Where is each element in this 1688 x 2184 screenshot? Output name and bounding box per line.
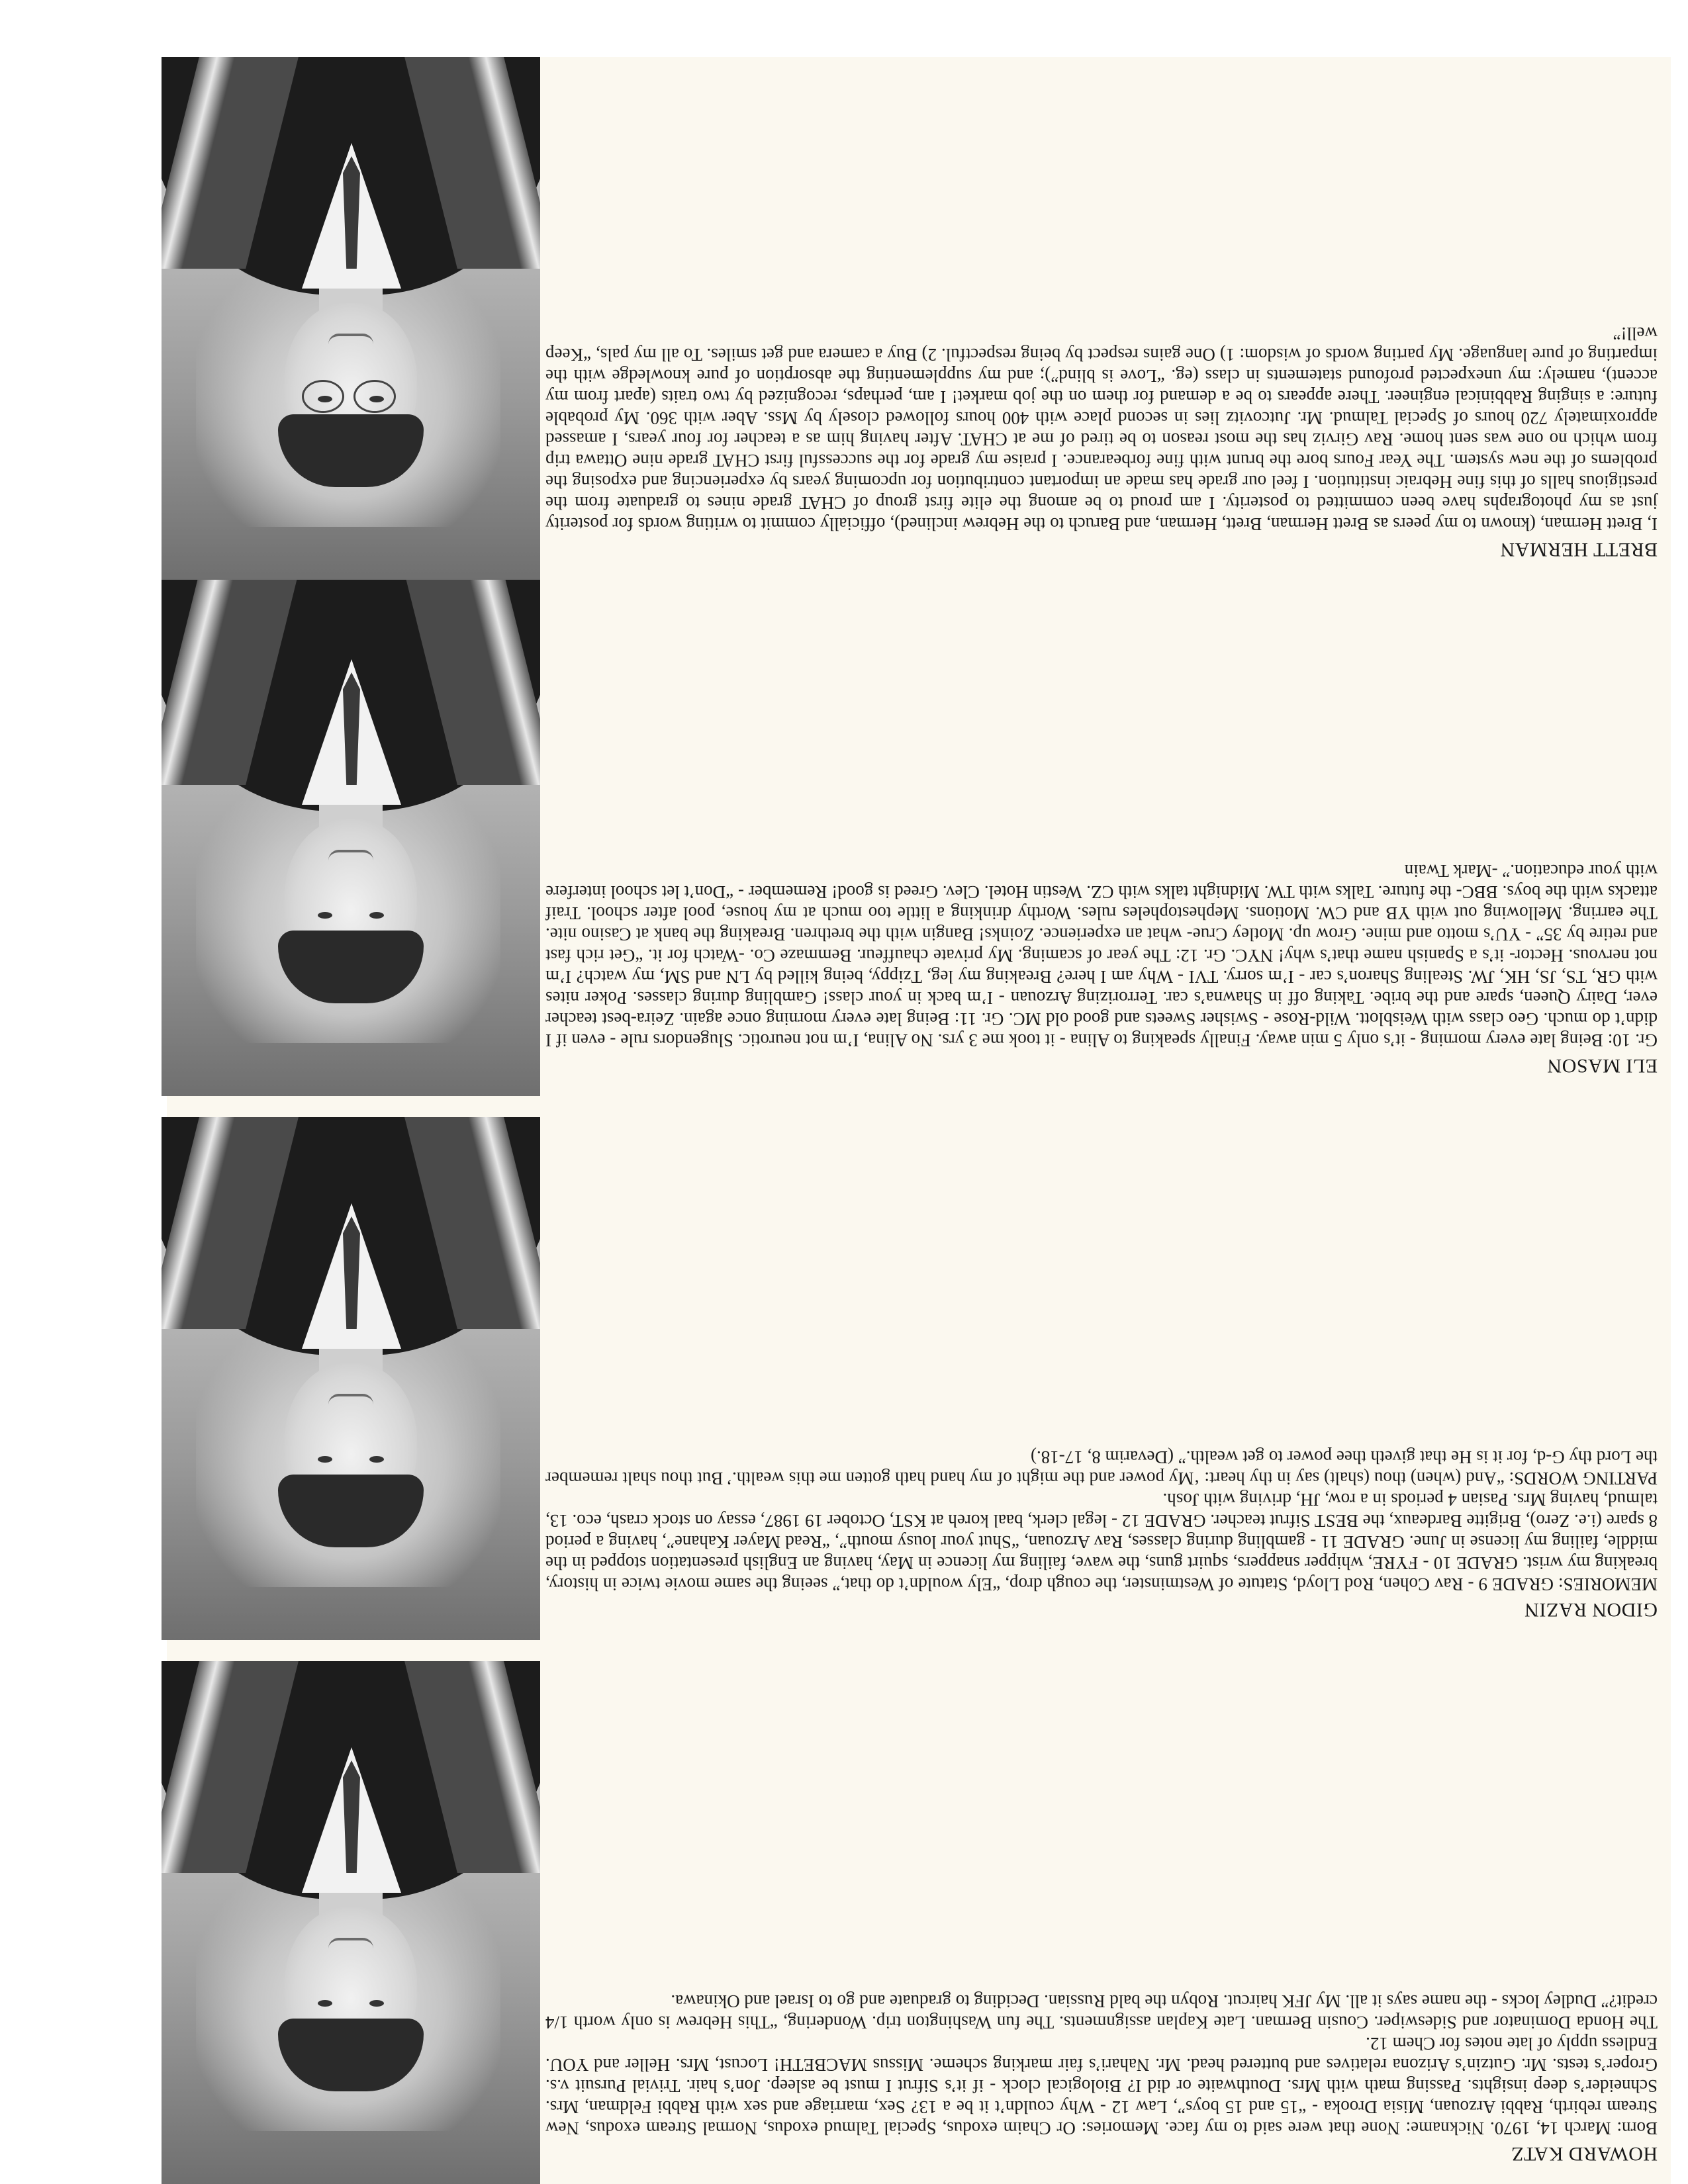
student-name: ELI MASON bbox=[1547, 1055, 1658, 1077]
entry-text bbox=[545, 1991, 1658, 2165]
rotated-page-content bbox=[167, 57, 1671, 2184]
student-name: BRETT HERMAN bbox=[1500, 539, 1658, 561]
graduate-portrait bbox=[162, 1661, 540, 2184]
student-name: HOWARD KATZ bbox=[1511, 2143, 1658, 2165]
graduate-portrait bbox=[162, 57, 540, 580]
entry-text bbox=[545, 860, 1658, 1077]
entry-paragraph: MEMORIES: GRADE 9 - Rav Cohen, Rod Lloyd, Statute of Westminster, the cough drop, “Ely wouldn’t do that,” seeing the same movie twice in history, breaking my wrist. GRADE 10 - FYRE, whipper snappers, squirt guns, the wave, failing my licence in May, having an English presentation stopped in the middle, failing my license in June. GRADE 11 - gambling during classes, Rav Arzouan, “Shut your lousy mouth”, “Read Mayer Kahane”, having a period 8 spare (i.e. Zero), Brigitte Bardeaux, the BEST Sifrut teacher. GRADE 12 - legal clerk, baal koreh at KST, October 19 1987, essay on stock crash, eco. 13, talmud, having Mrs. Pasian 4 periods in a row, JH, driving with Josh. bbox=[545, 1490, 1658, 1594]
entry-paragraph: Gr. 10: Being late every morning - it’s only 5 min away. Finally speaking to Alina - it took me 3 yrs. No Alina, I’m not neurotic. Slugendors rule - even if I didn’t do much. Geo class with Weisblott. Wild-Rose - Swisher Sweets and good old MC. Gr. 11: Being late every morning once again. Zeira-best teacher ever, Dairy Queen, spare and the bribe. Taking off in Shawna’s car. Terrorizing Arzouan - I’m back in your class! Gambling during classes. Poker nites with GR, TS, JS, HK, JW. Stealing Sharon’s car - I’m sorry. TVI - Why am I here? Breaking my leg, Tzippy, being killed by LN and SM, my watch? I’m not nervous. Hector- it’s a Spanish name that’s why! NYC. Gr. 12: The year of scaming. My private chauffeur. Bemmaze Co. -Watch for it. “Get rich fast and retire by 35” - YU’s motto and mine. Grow up. Motley Crue- what an experience. Zoinks! Bangin with the brethren. Breaking the bank at Casino nite. The earring. Mellowing out with YB and CW. Motions. Mephestopheles rules. Worthy drinking a little too much at my house, pool after school. Traif attacks with the boys. BBC- the future. Talks with TW. Midnight talks with CZ. Westin Hotel. Clev. Greed is good! Remember - “Don’t let school interfere with your education.” -Mark Twain bbox=[545, 861, 1658, 1050]
entry-paragraph: I, Brett Herman, (known to my peers as Brett Herman, Brett, Herman, and Baruch to the Hebrew inclined), officially commit to writing words for posterity just as my photographs have been committed to posterity. I am proud to be among the elite first group of CHAT grade nines to graduate from the prestigious halls of this fine Hebraic institution. I feel our grade has made an important contribution for upcoming years by experiencing and exposing the problems of the new system. The Year Fours bore the brunt with fine forbearance. I praise my grade for the successful first CHAT grade nine Ottawa trip from which no one was sent home. Rav Girviz has the most reason to be tired of me at CHAT. After having him as a teacher for four years, I amassed approximately 720 hours of Special Talmud. Mr. Jutcovitz lies in second place with 400 hours followed closely by Mss. Aber with 360. My probable future: a singing Rabbinical engineer. There appears to be a demand for them on the job market! I am, perhaps, recognized by two traits (apart from my accent), namely: my unexpected profound statements in class (eg. “Love is blind”); and my supplementing the absorption of pure knowledge with the imparting of pure language. My parting words of wisdom: 1) One gains respect by being respectful. 2) Buy a camera and get smiles. To all my pals, “Keep well!” bbox=[545, 324, 1658, 534]
entry-paragraph: The Honda Dominator and Sideswiper. Cousin Berman. Late Kaplan assignments. The fun Washington trip. Wondering, “This Hebrew is only worth 1/4 credit?” Dudley locks - the name says it all. My JFK haircut. Robyn the bald Russian. Deciding to graduate and go to Israel and Okinawa. bbox=[545, 1991, 1658, 2032]
yearbook-page bbox=[167, 57, 1671, 2184]
graduate-portrait bbox=[162, 1117, 540, 1640]
entry-paragraph: Born: March 14, 1970. Nickname: None that were said to my face. Memories: Or Chaim exodus, Special Talmud exodus, Normal Stream exodus, New Stream rebirth, Rabbi Arzouan, Misia Drooka - “15 and 15 boys”, Law 12 - Why couldn’t it be a 13? Sex, marriage and sex with Rabbi Feldman, Mrs. Schneider’s deep insights. Passing math with Mrs. Douthwaite or did I? Biological clock - if it’s Sifrut I must be asleep. Jon’s hair. Trivial Pursuit v.s. Groper’s tests. Mr. Gutzin’s Arizona relatives and buttered head. Mr. Nahari’s fair marking scheme. Missus MACBETH! Locust, Mrs. Heller and YOU. Endless upply of late notes for Chem 12. bbox=[545, 2034, 1658, 2138]
entry-text bbox=[545, 1447, 1658, 1621]
graduate-portrait bbox=[162, 573, 540, 1096]
entry-paragraph: PARTING WORDS: “And (when) thou (shalt) say in thy heart: ‘My power and the might of my hand hath gotten me this wealth.’ But thou shalt remember the Lord thy G-d, for it is He that giveth thee power to get wealth.” (Devarim 8, 17-18.) bbox=[545, 1447, 1658, 1488]
entry-text bbox=[545, 323, 1658, 561]
student-name: GIDON RAZIN bbox=[1524, 1599, 1658, 1621]
